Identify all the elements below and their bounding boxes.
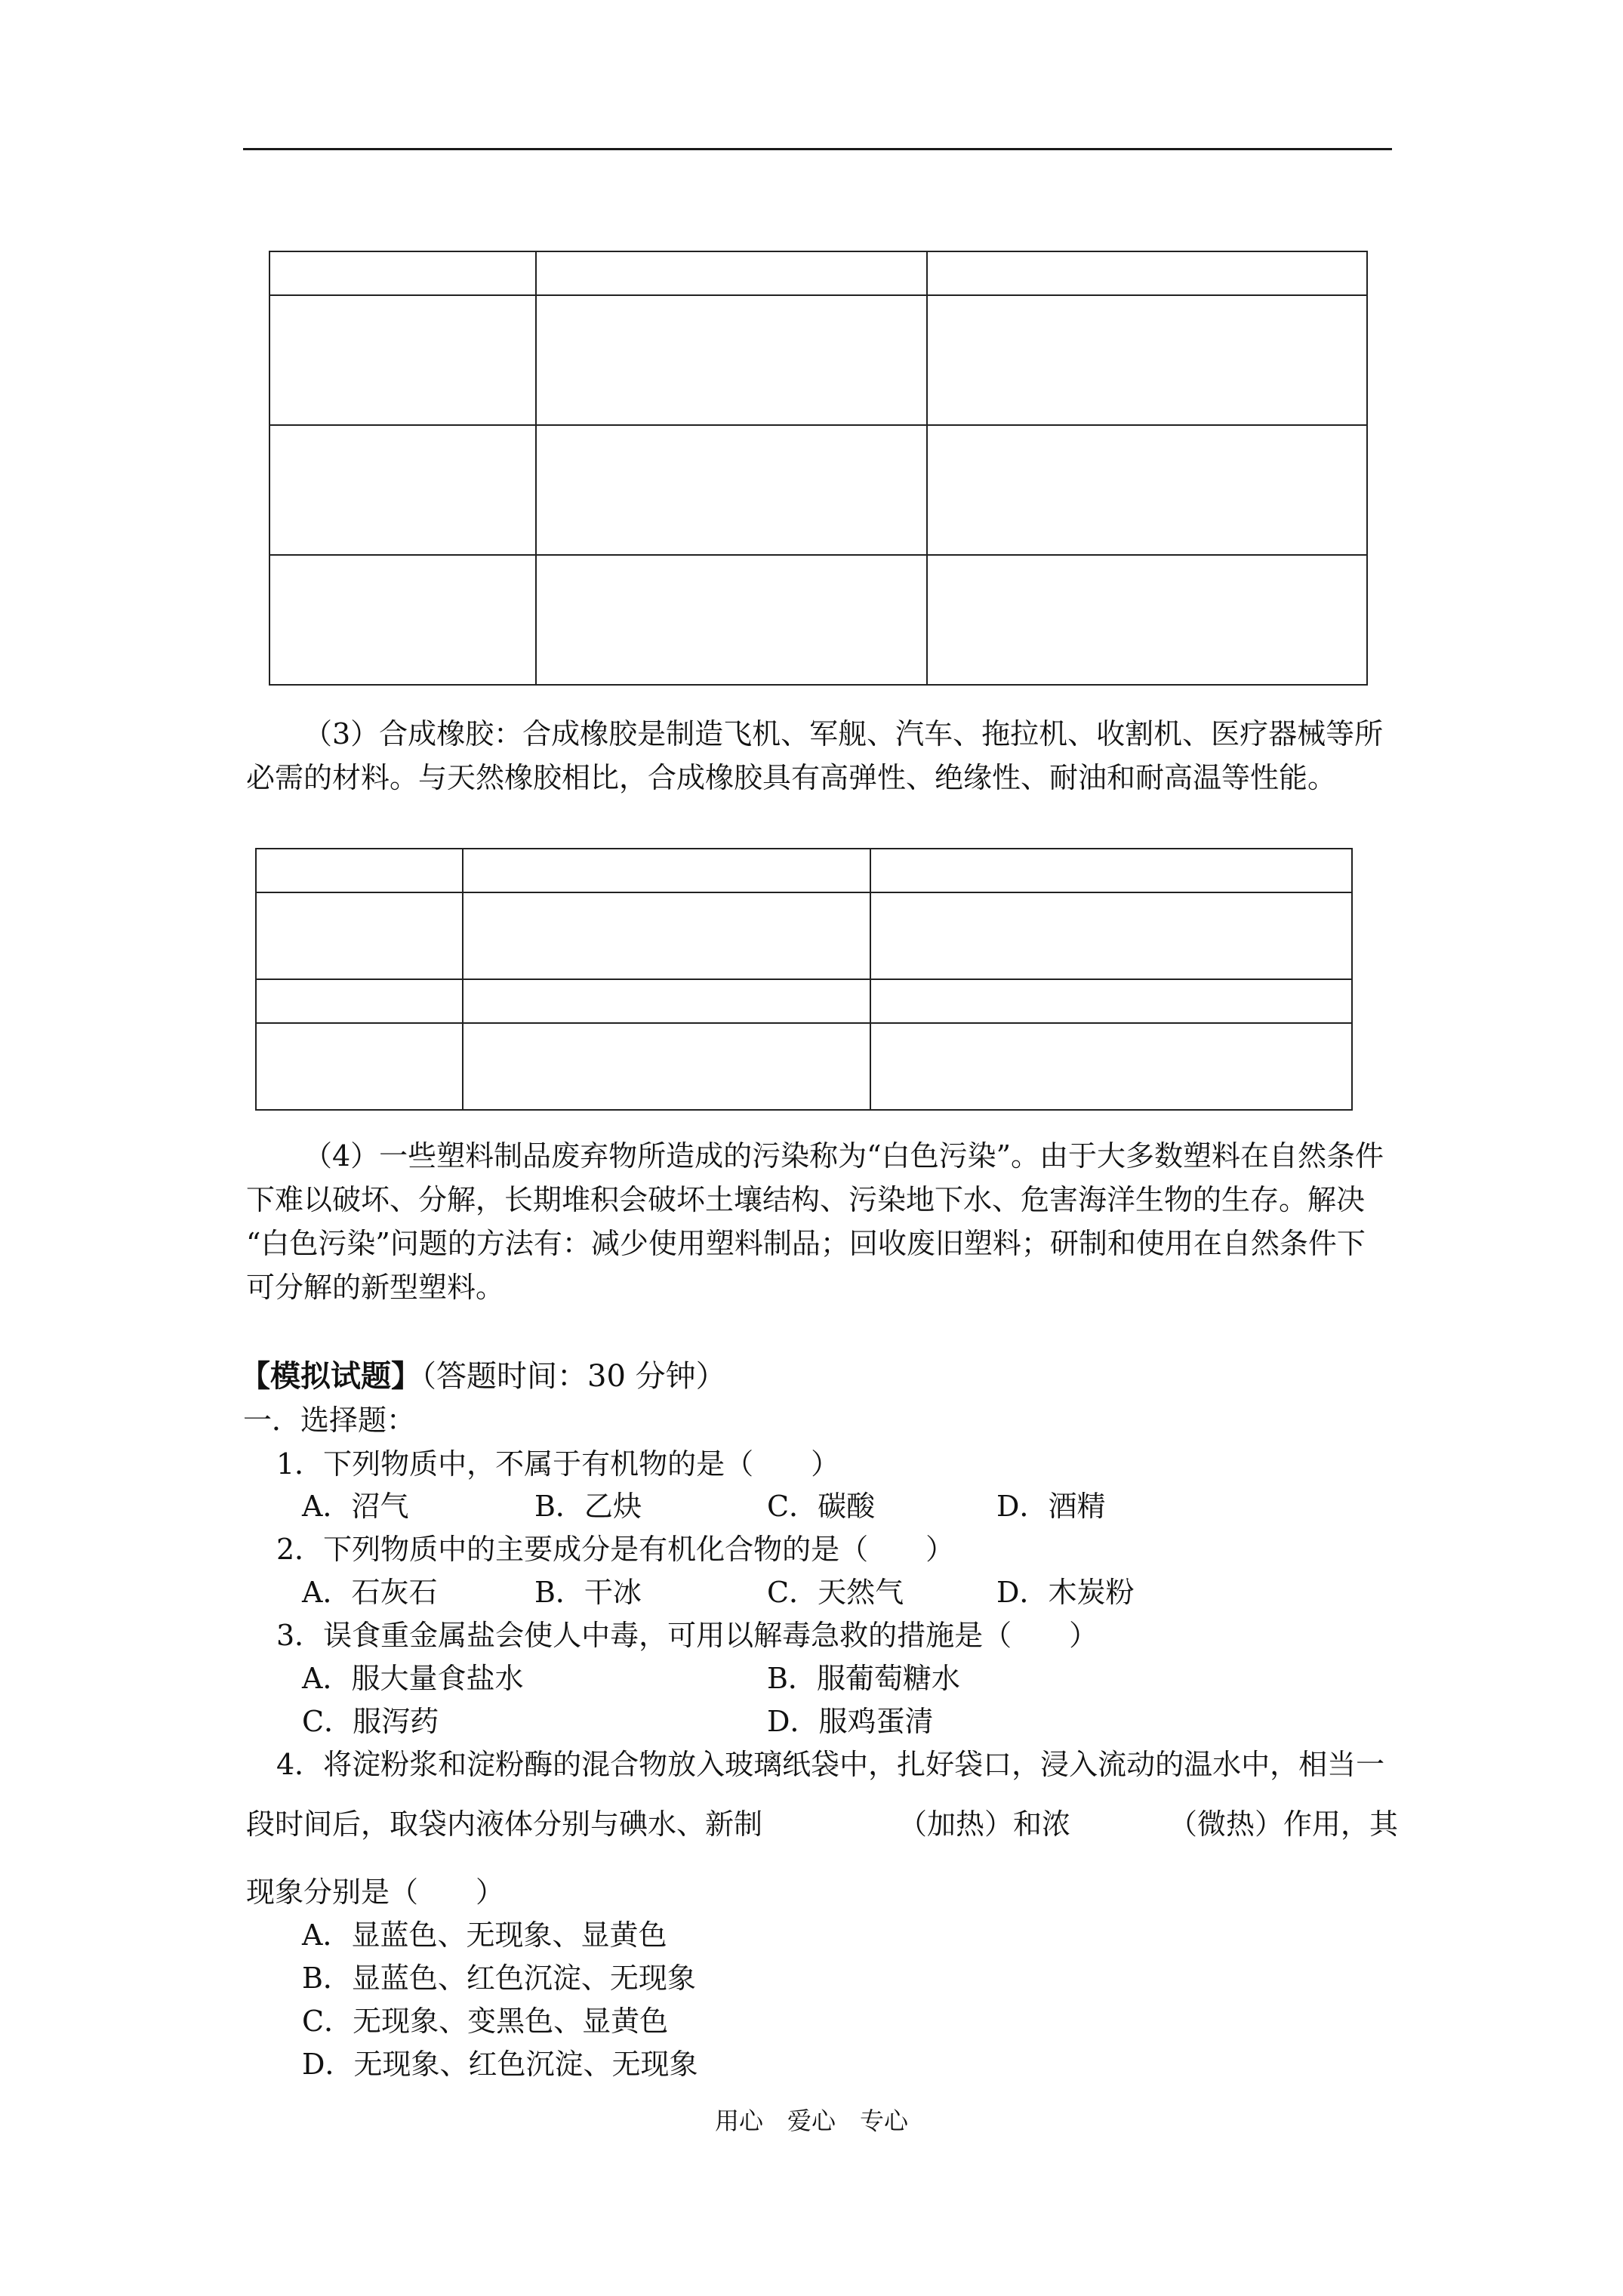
question-4-option-c: C．无现象、变黑色、显黄色: [302, 2005, 669, 2038]
section-title: 一．选择题：: [243, 1404, 416, 1437]
paragraph-white-pollution: [246, 1134, 1394, 1309]
table-cell: [269, 425, 536, 555]
table-cell: [536, 555, 927, 685]
table-cell: [927, 251, 1367, 295]
table-cell: [463, 979, 870, 1023]
header-rule: [243, 148, 1392, 150]
question-3-option-a: A．服大量食盐水: [302, 1662, 524, 1695]
paragraph-line: 下难以破坏、分解，长期堆积会破坏土壤结构、污染地下水、危害海洋生物的生存。解决: [246, 1183, 1366, 1216]
question-1-option-c: C．碳酸: [767, 1490, 876, 1523]
table-cell: [256, 979, 463, 1023]
question-4-stem-line-2c: （微热）作用，其: [1169, 1808, 1399, 1841]
table-cell: [870, 979, 1352, 1023]
question-3-option-d: D．服鸡蛋清: [767, 1705, 934, 1738]
paragraph-line: （4）一些塑料制品废弃物所造成的污染称为“白色污染”。由于大多数塑料在自然条件: [303, 1139, 1384, 1173]
paragraph-line: “白色污染”问题的方法有：减少使用塑料制品；回收废旧塑料；研制和使用在自然条件下: [246, 1227, 1366, 1260]
question-2-option-d: D．木炭粉: [996, 1576, 1135, 1609]
table-cell: [870, 849, 1352, 892]
question-3-option-c: C．服泻药: [302, 1705, 439, 1738]
table-cell: [256, 1023, 463, 1110]
paragraph-line: （3）合成橡胶：合成橡胶是制造飞机、军舰、汽车、拖拉机、收割机、医疗器械等所: [303, 717, 1384, 750]
question-4-stem-line-1: 4．将淀粉浆和淀粉酶的混合物放入玻璃纸袋中，扎好袋口，浸入流动的温水中，相当一: [276, 1748, 1385, 1781]
question-3-stem: 3．误食重金属盐会使人中毒，可用以解毒急救的措施是（ ）: [276, 1619, 1098, 1652]
page-footer: 用心 爱心 专心: [714, 2106, 908, 2135]
quiz-heading: [240, 1359, 726, 1394]
table-cell: [463, 892, 870, 979]
table-cell: [463, 849, 870, 892]
question-4-stem-line-3: 现象分别是（ ）: [246, 1875, 505, 1909]
question-2-option-b: B．干冰: [534, 1576, 642, 1609]
question-1-option-b: B．乙炔: [534, 1490, 642, 1523]
blank-table-2: [255, 848, 1353, 1111]
question-1-option-a: A．沼气: [302, 1490, 409, 1523]
paragraph-line: 可分解的新型塑料。: [246, 1271, 505, 1304]
table-cell: [927, 555, 1367, 685]
table-cell: [927, 425, 1367, 555]
question-4-stem-line-2b: （加热）和浓: [898, 1808, 1071, 1841]
table-cell: [269, 295, 536, 425]
table-cell: [870, 892, 1352, 979]
blank-table-1: [269, 251, 1368, 686]
question-1-option-d: D．酒精: [996, 1490, 1106, 1523]
table-cell: [870, 1023, 1352, 1110]
table-cell: [536, 295, 927, 425]
question-2-option-c: C．天然气: [767, 1576, 904, 1609]
paragraph-synthetic-rubber: [246, 712, 1394, 800]
question-1-stem: 1．下列物质中，不属于有机物的是（ ）: [276, 1447, 840, 1481]
table-cell: [536, 425, 927, 555]
table-cell: [269, 251, 536, 295]
question-4-option-b: B．显蓝色、红色沉淀、无现象: [302, 1962, 696, 1995]
question-4-stem-line-2a: 段时间后，取袋内液体分别与碘水、新制: [246, 1808, 763, 1841]
quiz-heading-time: （答题时间：30 分钟）: [421, 1359, 726, 1394]
question-4-option-d: D．无现象、红色沉淀、无现象: [302, 2048, 698, 2081]
question-2-stem: 2．下列物质中的主要成分是有机化合物的是（ ）: [276, 1533, 955, 1566]
table-cell: [463, 1023, 870, 1110]
question-2-option-a: A．石灰石: [302, 1576, 438, 1609]
table-cell: [256, 849, 463, 892]
table-cell: [256, 892, 463, 979]
quiz-heading-bold: 【模拟试题】: [240, 1358, 421, 1394]
table-cell: [536, 251, 927, 295]
table-cell: [269, 555, 536, 685]
table-cell: [927, 295, 1367, 425]
paragraph-line: 必需的材料。与天然橡胶相比，合成橡胶具有高弹性、绝缘性、耐油和耐高温等性能。: [246, 761, 1337, 794]
question-3-option-b: B．服葡萄糖水: [767, 1662, 960, 1695]
question-4-option-a: A．显蓝色、无现象、显黄色: [302, 1918, 667, 1952]
